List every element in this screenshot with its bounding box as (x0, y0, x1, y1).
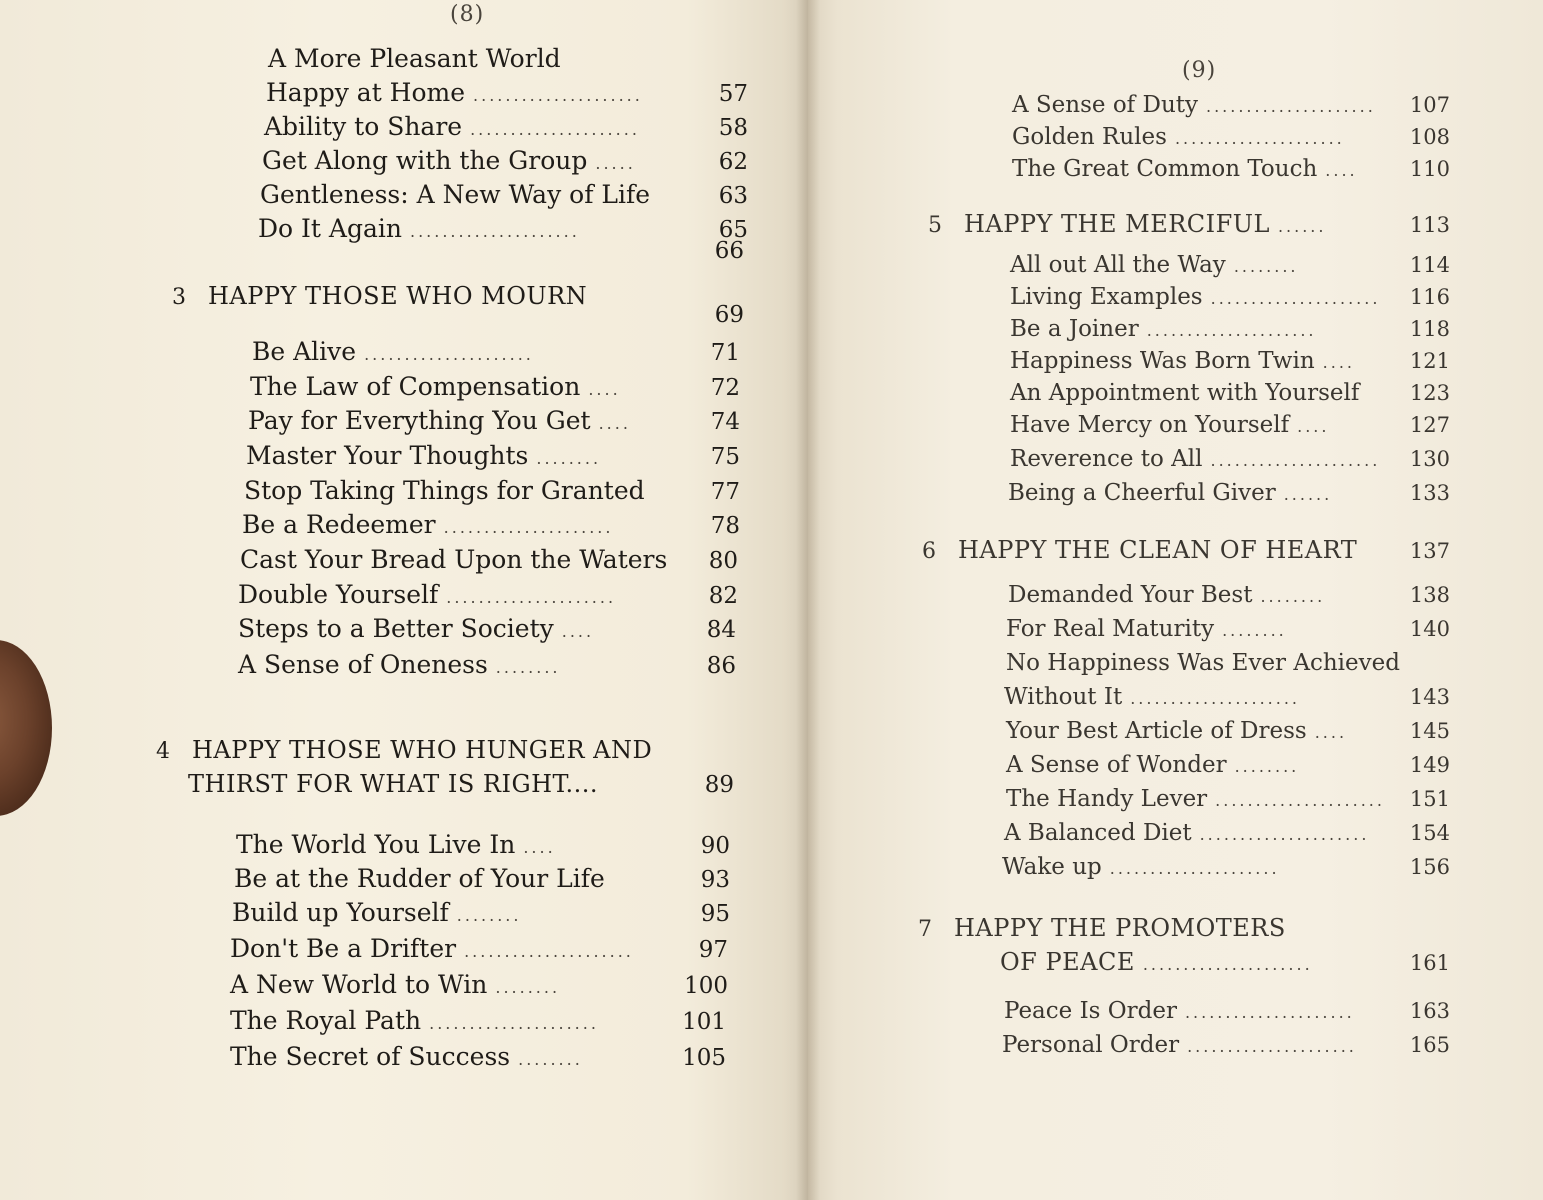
entry-title: The Great Common Touch (1012, 156, 1318, 182)
page-ref: 105 (682, 1045, 726, 1071)
entry-title: The World You Live In (236, 830, 516, 859)
page-ref: 100 (684, 973, 728, 999)
chapter-title: OF PEACE (1000, 948, 1135, 976)
toc-entry-a-new-world-to-win (230, 970, 728, 999)
leader-dots: ..................... (1109, 859, 1280, 878)
toc-entry-an-appointment-with-yourself (1010, 380, 1450, 406)
entry-title: Do It Again (258, 214, 402, 243)
toc-entry-double-yourself (238, 580, 738, 609)
leader-dots: ..................... (429, 1014, 599, 1033)
toc-entry-wake-up (1002, 854, 1450, 880)
chapter-heading-happy-the-promoters (918, 914, 1450, 942)
leader-dots: ........ (1222, 621, 1287, 640)
page-ref: 77 (710, 479, 740, 505)
leader-dots: ..................... (1215, 791, 1385, 810)
page-ref: 118 (1409, 317, 1450, 341)
toc-entry-get-along-with-the-group (262, 146, 748, 175)
leader-dots: ........ (495, 658, 561, 677)
toc-entry-for-real-maturity (1006, 616, 1450, 642)
page-ref: 75 (710, 444, 740, 470)
toc-entry-be-a-joiner (1010, 316, 1450, 342)
book-gutter (796, 0, 820, 1200)
leader-dots: ..................... (1206, 97, 1376, 116)
page-ref: 145 (1409, 719, 1450, 743)
toc-entry-master-your-thoughts (246, 441, 740, 470)
toc-entry-the-law-of-compensation (250, 372, 740, 401)
page-ref: 149 (1409, 753, 1450, 777)
chapter-heading-happy-the-clean-of-heart (922, 536, 1450, 564)
toc-entry-a-sense-of-duty (1012, 92, 1450, 118)
entry-title: Get Along with the Group (262, 146, 588, 175)
toc-entry-the-world-you-live-in (236, 830, 730, 859)
page-ref: 113 (1409, 213, 1450, 237)
page-ref: 121 (1409, 349, 1450, 373)
leader-dots: ..................... (446, 588, 617, 607)
entry-title: An Appointment with Yourself (1010, 380, 1360, 406)
page-ref: 123 (1409, 381, 1450, 405)
entry-title: Be a Joiner (1010, 316, 1139, 342)
entry-title: A New World to Win (230, 970, 488, 999)
toc-entry-happy-at-home (266, 78, 748, 107)
toc-entry-ability-to-share (264, 112, 748, 141)
toc-entry-living-examples (1010, 284, 1450, 310)
leader-dots: ..................... (470, 120, 640, 139)
page-ref: 110 (1409, 157, 1450, 181)
chapter-number: 4 (156, 739, 171, 764)
toc-entry-the-great-common-touch (1012, 156, 1450, 182)
leader-dots: ..................... (1146, 321, 1317, 340)
leader-dots: ........ (1234, 757, 1300, 776)
entry-title: Reverence to All (1010, 446, 1203, 472)
leader-dots: ..................... (1210, 289, 1381, 308)
page-ref: 137 (1409, 539, 1450, 563)
entry-title: Don't Be a Drifter (230, 934, 457, 963)
leader-dots: ..................... (1199, 825, 1370, 844)
page-ref: 93 (700, 867, 730, 893)
entry-title: Build up Yourself (232, 898, 449, 927)
page-ref: 84 (706, 617, 736, 643)
page-ref: 62 (718, 149, 748, 175)
entry-title: Master Your Thoughts (246, 441, 529, 470)
toc-entry-golden-rules (1012, 124, 1450, 150)
entry-title: Without It (1004, 684, 1123, 710)
leader-dots: ........ (1260, 587, 1326, 606)
leader-dots: ..................... (1174, 129, 1345, 148)
toc-entry-happiness-was-born-twin (1010, 348, 1450, 374)
entry-title: The Handy Lever (1006, 786, 1208, 812)
toc-entry-blank (200, 302, 744, 328)
entry-title: Have Mercy on Yourself (1010, 412, 1290, 438)
page-ref: 57 (718, 81, 748, 107)
page-ref: 97 (698, 937, 728, 963)
toc-entry-a-sense-of-oneness (238, 650, 736, 679)
entry-title: No Happiness Was Ever Achieved (1006, 650, 1400, 676)
toc-entry-stop-taking-things-for-granted (244, 476, 740, 505)
page-number-left: (8) (450, 2, 485, 27)
page-ref: 86 (706, 653, 736, 679)
page-ref: 133 (1409, 481, 1450, 505)
toc-entry-pay-for-everything-you-get (248, 406, 740, 435)
toc-entry-a-more-pleasant-world (268, 44, 748, 73)
leader-dots: .... (598, 414, 631, 433)
chapter-heading-of-peace (1000, 948, 1450, 976)
page-ref: 82 (708, 583, 738, 609)
entry-title: All out All the Way (1010, 252, 1226, 278)
leader-dots: .... (1314, 723, 1348, 742)
leader-dots: ........ (456, 906, 522, 925)
toc-entry-be-alive (252, 337, 740, 366)
page-ref: 74 (710, 409, 740, 435)
leader-dots: ..... (595, 154, 636, 173)
page-ref: 156 (1409, 855, 1450, 879)
chapter-heading-happy-the-merciful (928, 210, 1450, 238)
page-ref: 161 (1409, 951, 1450, 975)
leader-dots: ..................... (364, 345, 534, 364)
chapter-number: 5 (928, 213, 943, 238)
leader-dots: ..................... (464, 942, 634, 961)
toc-entry-demanded-your-best (1008, 582, 1450, 608)
leader-dots: .... (1322, 353, 1355, 372)
leader-dots: .... (1297, 417, 1330, 436)
entry-title: Stop Taking Things for Granted (244, 476, 645, 505)
entry-title: Steps to a Better Society (238, 614, 554, 643)
toc-entry-personal-order (1002, 1032, 1450, 1058)
entry-title: Peace Is Order (1004, 998, 1177, 1024)
leader-dots: ...... (1283, 485, 1333, 504)
leader-dots: ........ (1233, 257, 1299, 276)
leader-dots: ..................... (409, 222, 580, 241)
page-ref: 78 (710, 513, 740, 539)
chapter-heading-thirst-for-what-is-right (188, 770, 734, 798)
toc-entry-gentleness-a-new-way-of-life (260, 180, 748, 209)
leader-dots: ..................... (1187, 1037, 1357, 1056)
leader-dots: .... (588, 380, 621, 399)
page-ref: 72 (710, 375, 740, 401)
toc-entry-being-a-cheerful-giver (1008, 480, 1450, 506)
chapter-number: 6 (922, 539, 937, 564)
entry-title: The Royal Path (230, 1006, 422, 1035)
entry-title: Living Examples (1010, 284, 1203, 310)
toc-entry-be-at-the-rudder-of-your-life (234, 864, 730, 893)
page-ref: 66 (714, 238, 744, 264)
toc-entry-the-royal-path (230, 1006, 726, 1035)
page-ref: 154 (1409, 821, 1450, 845)
entry-title: Happiness Was Born Twin (1010, 348, 1315, 374)
leader-dots: .... (1325, 161, 1358, 180)
toc-entry-your-best-article-of-dress (1006, 718, 1450, 744)
leader-dots: ..................... (1184, 1003, 1355, 1022)
page-ref: 95 (700, 901, 730, 927)
page-ref: 107 (1409, 93, 1450, 117)
entry-title: Be at the Rudder of Your Life (234, 864, 605, 893)
page-ref: 140 (1409, 617, 1450, 641)
page-ref: 114 (1409, 253, 1450, 277)
chapter-title: 4 HAPPY THOSE WHO HUNGER AND (156, 736, 653, 764)
entry-title: Pay for Everything You Get (248, 406, 591, 435)
entry-title: For Real Maturity (1006, 616, 1215, 642)
entry-title: Your Best Article of Dress (1006, 718, 1307, 744)
page-ref: 58 (718, 115, 748, 141)
chapter-number: 7 (918, 917, 933, 942)
leader-dots: ........ (536, 449, 602, 468)
entry-title: A Sense of Duty (1012, 92, 1198, 118)
toc-entry-the-handy-lever (1006, 786, 1450, 812)
page-ref: 143 (1409, 685, 1450, 709)
toc-entry-be-a-redeemer (242, 510, 740, 539)
chapter-title: 5 HAPPY THE MERCIFUL (928, 210, 1270, 238)
entry-title: Demanded Your Best (1008, 582, 1253, 608)
page-ref: 165 (1409, 1033, 1450, 1057)
leader-dots: ........ (495, 978, 561, 997)
entry-title: Personal Order (1002, 1032, 1180, 1058)
entry-title: Happy at Home (266, 78, 466, 107)
page-ref: 116 (1409, 285, 1450, 309)
toc-entry-without-it (1004, 684, 1450, 710)
toc-entry-steps-to-a-better-society (238, 614, 736, 643)
toc-entry-all-out-all-the-way (1010, 252, 1450, 278)
toc-entry-blank (260, 238, 744, 264)
entry-title: Gentleness: A New Way of Life (260, 180, 651, 209)
entry-title: Golden Rules (1012, 124, 1167, 150)
toc-entry-peace-is-order (1004, 998, 1450, 1024)
toc-entry-no-happiness-was-ever-achieved (1006, 650, 1450, 676)
page-ref: 151 (1409, 787, 1450, 811)
toc-entry-a-sense-of-wonder (1006, 752, 1450, 778)
page-ref: 80 (708, 548, 738, 574)
toc-entry-don-t-be-a-drifter (230, 934, 728, 963)
entry-title: Wake up (1002, 854, 1102, 880)
entry-title: The Law of Compensation (250, 372, 581, 401)
page-ref: 138 (1409, 583, 1450, 607)
toc-entry-cast-your-bread-upon-the-waters (240, 545, 738, 574)
page-ref: 89 (704, 772, 734, 798)
chapter-heading-happy-those-who-hunger-and (156, 736, 734, 764)
entry-title: The Secret of Success (230, 1042, 511, 1071)
entry-title: A More Pleasant World (268, 44, 561, 73)
right-page (808, 0, 1543, 1200)
thumb (0, 640, 52, 816)
page-ref: 63 (718, 183, 748, 209)
chapter-title: 6 HAPPY THE CLEAN OF HEART (922, 536, 1358, 564)
toc-entry-reverence-to-all (1010, 446, 1450, 472)
leader-dots: ..................... (443, 518, 614, 537)
chapter-title: 3 HAPPY THOSE WHO MOURN (172, 282, 588, 310)
toc-entry-the-secret-of-success (230, 1042, 726, 1071)
leader-dots: ..................... (1210, 451, 1381, 470)
chapter-number: 3 (172, 285, 187, 310)
entry-title: A Balanced Diet (1004, 820, 1192, 846)
leader-dots: ...... (1277, 217, 1327, 236)
leader-dots: .... (523, 838, 556, 857)
page-ref: 65 (718, 217, 748, 243)
page-ref: 127 (1409, 413, 1450, 437)
page-ref: 101 (682, 1009, 726, 1035)
leader-dots: ........ (518, 1050, 583, 1069)
chapter-title: 7 HAPPY THE PROMOTERS (918, 914, 1286, 942)
entry-title: A Sense of Wonder (1006, 752, 1227, 778)
toc-entry-a-balanced-diet (1004, 820, 1450, 846)
leader-dots: ..................... (1142, 955, 1313, 974)
page-ref: 108 (1409, 125, 1450, 149)
page-ref: 163 (1409, 999, 1450, 1023)
entry-title: Cast Your Bread Upon the Waters (240, 545, 668, 574)
page-ref: 71 (710, 340, 740, 366)
chapter-title: THIRST FOR WHAT IS RIGHT.... (188, 770, 599, 798)
entry-title: Ability to Share (264, 112, 463, 141)
page-ref: 130 (1409, 447, 1450, 471)
entry-title: Be Alive (252, 337, 357, 366)
leader-dots: ..................... (473, 86, 643, 105)
entry-title: Being a Cheerful Giver (1008, 480, 1276, 506)
entry-title: A Sense of Oneness (238, 650, 488, 679)
page-number-right: (9) (1182, 58, 1217, 83)
entry-title: Double Yourself (238, 580, 439, 609)
entry-title: Be a Redeemer (242, 510, 436, 539)
page-ref: 69 (714, 302, 744, 328)
toc-entry-have-mercy-on-yourself (1010, 412, 1450, 438)
leader-dots: ..................... (1130, 689, 1301, 708)
toc-entry-build-up-yourself (232, 898, 730, 927)
leader-dots: .... (561, 622, 595, 641)
page-ref: 90 (700, 833, 730, 859)
